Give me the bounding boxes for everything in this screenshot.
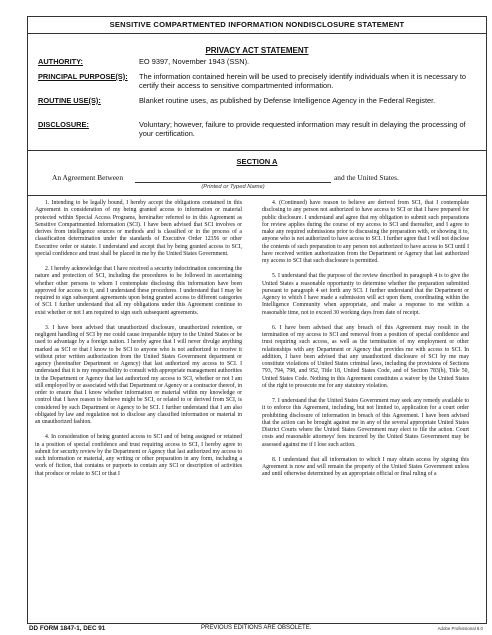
section-a-heading	[27, 157, 487, 166]
previous-editions-notice: PREVIOUS EDITIONS ARE OBSOLETE.	[201, 625, 312, 631]
paragraph-2: 2. I hereby acknowledge that I have received a security indoctrination concerning the nature and protection of SCI, including the procedures to be followed in ascertaining whether other persons to whom I contemplate disclosing this information have been approved for access to it, and I understand these procedures. I understand that I may be required to sign subsequent agreements upon being granted access to different categories of SCI. I further understand that all my obligations under this Agreement continue to exist whether or not I am required to sign such subsequent agreements.	[35, 266, 242, 316]
principal-purpose-value: The information contained herein will be used to precisely identify individuals when it is necessary to certify their access to sensitive compartmented information.	[139, 72, 467, 90]
section-a-heading-text: SECTION A	[236, 157, 278, 166]
form-number: DD FORM 1847-1, DEC 91	[29, 625, 106, 632]
paragraph-8: 8. I understand that all information to which I may obtain access by signing this Agreement is now and will remain the property of the United States Government unless and until otherwise determined by an appropriate official or final ruling of a	[262, 456, 469, 478]
routine-use-value: Blanket routine uses, as published by Defense Intelligence Agency in the Federal Register.	[139, 96, 436, 105]
agreement-between-label: An Agreement Between	[52, 173, 124, 182]
authority-label: AUTHORITY:	[38, 57, 84, 66]
paragraph-3: 3. I have been advised that unauthorized disclosure, unauthorized retention, or negligent handling of SCI by me could cause irreparable injury to the United States or be used to advantage by a foreign nation. I hereby agree that I will never divulge anything marked as SCI or that I know to be SCI to anyone who is not authorized to receive it without prior written authorization from the United States Government department or agency (hereinafter Department or Agency) that last authorized my access to SCI. I understand that it is my responsibility to consult with appropriate management authorities in the Department or Agency that last authorized my access to SCI, whether or not I am still employed by or associated with that Department or Agency or a contractor thereof, in order to ensure that I know whether information or material within my knowledge or control that I have reason to believe might be SCI, or related to or derived from SCI, is considered by such Department or Agency to be SCI. I further understand that I am also obligated by law and regulation not to disclose any classified information or material in an unauthorized fashion.	[35, 324, 242, 425]
paragraph-4: 4. In consideration of being granted access to SCI and of being assigned or retained in a position of special confidence and trust requiring access to SCI, I hereby agree to submit for security review by the Department or Agency that last authorized my access to such information or material, any writing or other preparation in any form, including a work of fiction, that contains or purports to contain any SCI or description of activities that produce or relate to SCI or that I	[35, 434, 242, 477]
title-divider	[27, 33, 487, 34]
printed-name-field[interactable]	[135, 182, 331, 183]
section-a-divider	[27, 195, 487, 196]
routine-use-label: ROUTINE USE(S):	[38, 96, 101, 105]
disclosure-label: DISCLOSURE:	[38, 120, 89, 129]
printed-name-caption: (Printed or Typed Name)	[201, 184, 265, 190]
privacy-divider	[27, 150, 487, 151]
privacy-act-heading	[27, 46, 487, 55]
paragraph-7: 7. I understand that the United States Government may seek any remedy available to it to enforce this Agreement, including, but not limited to, application for a court order prohibiting disclosure of information in breach of this Agreement. I have been advised that the action can be brought against me in any of the several appropriate United States District Courts where the United States Government may elect to file the action. Court costs and reasonable attorneys' fees incurred by the United States Government may be assessed against me if I lose such action.	[262, 398, 469, 448]
producer-stamp: Adobe Professional 8.0	[437, 626, 483, 631]
paragraph-5: 5. I understand that the purpose of the review described in paragraph 4 is to give the United States a reasonable opportunity to determine whether the preparation submitted pursuant to paragraph 4 set forth any SCI. I further understand that the Department or Agency to which I have made a submission will act upon them, coordinating within the Intelligence Community when appropriate, and make a response to me within a reasonable time, not to exceed 30 working days from date of receipt.	[262, 273, 469, 316]
paragraph-4-continued: 4. (Continued) have reason to believe are derived from SCI, that I contemplate disclosing to any person not authorized to have access to SCI or that I have prepared for public disclosure. I understand and agree that my obligation to submit such preparations for review applies during the course of my access to SCI and thereafter, and I agree to make any required submissions prior to discussing the preparation with, or showing it to, anyone who is not authorized to have access to SCI. I further agree that I will not disclose the contents of such preparation to any person not authorized to have access to SCI until I have received written authorization from the Department or Agency that last authorized my access to SCI that such disclosure is permitted.	[262, 200, 469, 264]
right-column	[262, 200, 469, 487]
disclosure-value: Voluntary; however, failure to provide requested information may result in delaying the processing of your certification.	[139, 120, 466, 138]
left-column	[35, 200, 242, 486]
form-title: SENSITIVE COMPARTMENTED INFORMATION NONDISCLOSURE STATEMENT	[109, 20, 405, 29]
privacy-act-heading-text: PRIVACY ACT STATEMENT	[205, 46, 309, 55]
agreement-united-states-label: and the United States.	[334, 173, 399, 182]
authority-value: EO 9397, November 1943 (SSN).	[139, 57, 250, 66]
principal-purpose-label: PRINCIPAL PURPOSE(S):	[38, 72, 128, 81]
paragraph-6: 6. I have been advised that any breach of this Agreement may result in the termination of my access to SCI and removal from a position of special confidence and trust requiring such access, as well as the termination of my employment or other relationships with any Department or Agency that provides me with access to SCI. In addition, I have been advised that any unauthorized disclosure of SCI by me may constitute violations of United States criminal laws, including the provisions of Sections 793, 794, 798, and 952, Title 18, United States Code, and of Section 783(b), Title 50, United States Code. Nothing in this Agreement constitutes a waiver by the United States of the right to prosecute me for any statutory violation.	[262, 324, 469, 389]
paragraph-1: 1. Intending to be legally bound, I hereby accept the obligations contained in this Agreement in consideration of my being granted access to information or material protected within Special Access Programs, hereinafter referred to in this Agreement as Sensitive Compartmented Information (SCI). I have been advised that SCI involves or derives from intelligence sources or methods and is classified or in the process of a classification determination under the standards of Executive Order 12356 or other Executive order or statute. I understand and accept that by being granted access to SCI, special confidence and trust shall be placed in me by the United States Government.	[35, 200, 242, 257]
form-footer	[27, 624, 487, 634]
